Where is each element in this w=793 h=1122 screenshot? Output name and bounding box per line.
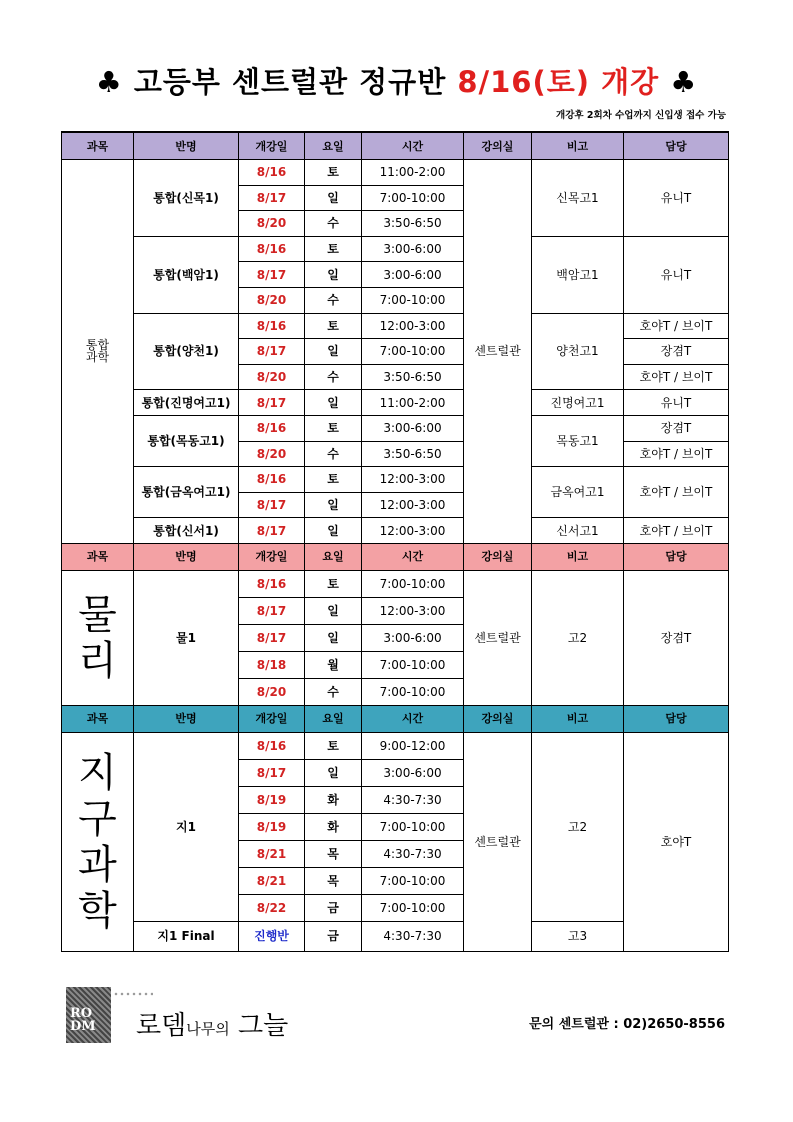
table-row [62,313,729,339]
start-date: 8/20 [239,364,305,390]
weekday: 수 [305,441,362,467]
grade-note: 고3 [532,921,624,951]
academy-logo [66,987,326,1047]
class-time: 4:30-7:30 [362,786,464,813]
grade-note: 고2 [532,570,624,705]
class-time: 3:00-6:00 [362,759,464,786]
header-subject: 과목 [62,543,134,570]
header-start-date: 개강일 [239,705,305,732]
classroom: 센트럴관 [464,570,532,705]
weekday: 금 [305,921,362,951]
start-date: 8/16 [239,160,305,186]
weekday: 목 [305,867,362,894]
class-name: 통합(양천1) [134,313,239,390]
contact-info: 문의 센트럴관 : 02)2650-8556 [529,1017,725,1032]
instructor: 호야T / 브이T [624,467,729,518]
logo-dots [113,991,153,997]
class-name: 통합(신목1) [134,160,239,237]
header-class: 반명 [134,132,239,160]
start-date: 8/17 [239,518,305,544]
start-date: 8/17 [239,262,305,288]
instructor: 장겸T [624,415,729,441]
weekday: 토 [305,570,362,597]
class-time: 3:00-6:00 [362,624,464,651]
class-time: 12:00-3:00 [362,467,464,493]
class-time: 3:00-6:00 [362,415,464,441]
weekday: 화 [305,786,362,813]
start-date: 8/21 [239,867,305,894]
start-date: 8/20 [239,211,305,237]
logo-mark: RO DM [66,987,111,1043]
weekday: 토 [305,467,362,493]
header-time: 시간 [362,132,464,160]
classroom: 센트럴관 [464,732,532,951]
weekday: 월 [305,651,362,678]
weekday: 화 [305,813,362,840]
class-time: 4:30-7:30 [362,921,464,951]
class-time: 4:30-7:30 [362,840,464,867]
weekday: 수 [305,678,362,705]
header-room: 강의실 [464,705,532,732]
start-date: 진행반 [239,921,305,951]
science-header-row [62,132,729,160]
weekday: 일 [305,518,362,544]
class-time: 7:00-10:00 [362,287,464,313]
start-date: 8/17 [239,759,305,786]
weekday: 토 [305,160,362,186]
start-date: 8/17 [239,390,305,416]
start-date: 8/16 [239,313,305,339]
class-time: 7:00-10:00 [362,894,464,921]
weekday: 토 [305,313,362,339]
class-time: 12:00-3:00 [362,597,464,624]
logo-name: 로뎀나무의 그늘 [136,1011,289,1041]
weekday: 일 [305,759,362,786]
class-time: 7:00-10:00 [362,570,464,597]
start-date: 8/17 [239,339,305,365]
start-date: 8/17 [239,185,305,211]
weekday: 일 [305,492,362,518]
start-date: 8/21 [239,840,305,867]
school-note: 백암고1 [532,236,624,313]
weekday: 일 [305,185,362,211]
physics-header-row [62,543,729,570]
class-time: 3:00-6:00 [362,262,464,288]
classroom: 센트럴관 [464,160,532,544]
start-date: 8/19 [239,786,305,813]
weekday: 수 [305,287,362,313]
start-date: 8/17 [239,492,305,518]
subject-physics: 물 리 [62,570,134,705]
instructor: 호야T / 브이T [624,441,729,467]
start-date: 8/20 [239,287,305,313]
subject-earth-science: 지 구 과 학 [62,732,134,951]
weekday: 금 [305,894,362,921]
weekday: 목 [305,840,362,867]
header-day: 요일 [305,132,362,160]
class-name: 통합(진명여고1) [134,390,239,416]
schedule-table [61,131,729,952]
start-date: 8/16 [239,732,305,759]
weekday: 토 [305,415,362,441]
class-time: 7:00-10:00 [362,867,464,894]
start-date: 8/17 [239,597,305,624]
title-prefix: ♣ 고등부 센트럴관 정규반 [95,65,447,99]
class-time: 9:00-12:00 [362,732,464,759]
instructor: 유니T [624,236,729,313]
header-note: 비고 [532,543,624,570]
school-note: 양천고1 [532,313,624,390]
weekday: 일 [305,624,362,651]
header-note: 비고 [532,705,624,732]
grade-note: 고2 [532,732,624,921]
instructor: 호야T / 브이T [624,364,729,390]
instructor: 유니T [624,160,729,237]
class-name: 지1 [134,732,239,921]
instructor: 호야T / 브이T [624,313,729,339]
class-name: 통합(목동고1) [134,415,239,466]
header-day: 요일 [305,705,362,732]
weekday: 일 [305,597,362,624]
header-start-date: 개강일 [239,132,305,160]
class-name: 통합(신서1) [134,518,239,544]
earth-science-header-row [62,705,729,732]
class-name: 통합(금옥여고1) [134,467,239,518]
school-note: 금옥여고1 [532,467,624,518]
page-title [0,60,793,101]
class-time: 7:00-10:00 [362,339,464,365]
class-name: 통합(백암1) [134,236,239,313]
school-note: 신서고1 [532,518,624,544]
school-note: 목동고1 [532,415,624,466]
class-time: 12:00-3:00 [362,492,464,518]
start-date: 8/20 [239,678,305,705]
header-room: 강의실 [464,543,532,570]
weekday: 일 [305,262,362,288]
start-date: 8/22 [239,894,305,921]
school-note: 진명여고1 [532,390,624,416]
weekday: 일 [305,390,362,416]
header-subject: 과목 [62,132,134,160]
header-staff: 담당 [624,705,729,732]
subject-integrated-science: 통합 과학 [62,160,134,544]
class-time: 3:50-6:50 [362,211,464,237]
weekday: 수 [305,211,362,237]
table-row [62,732,729,759]
class-time: 3:50-6:50 [362,364,464,390]
start-date: 8/19 [239,813,305,840]
start-date: 8/18 [239,651,305,678]
table-row [62,390,729,416]
class-name: 물1 [134,570,239,705]
table-row [62,415,729,441]
weekday: 토 [305,236,362,262]
header-time: 시간 [362,543,464,570]
weekday: 일 [305,339,362,365]
header-day: 요일 [305,543,362,570]
start-date: 8/20 [239,441,305,467]
header-time: 시간 [362,705,464,732]
instructor: 장겸T [624,339,729,365]
weekday: 토 [305,732,362,759]
title-highlight: 8/16(토) 개강 [457,65,660,99]
class-time: 3:50-6:50 [362,441,464,467]
class-time: 12:00-3:00 [362,313,464,339]
table-row [62,236,729,262]
header-start-date: 개강일 [239,543,305,570]
instructor: 장겸T [624,570,729,705]
table-row [62,570,729,597]
title-suffix: ♣ [670,65,698,99]
class-time: 7:00-10:00 [362,813,464,840]
class-time: 11:00-2:00 [362,390,464,416]
header-room: 강의실 [464,132,532,160]
class-time: 11:00-2:00 [362,160,464,186]
header-subject: 과목 [62,705,134,732]
table-row [62,160,729,186]
header-class: 반명 [134,543,239,570]
table-row [62,467,729,493]
school-note: 신목고1 [532,160,624,237]
header-staff: 담당 [624,543,729,570]
class-time: 3:00-6:00 [362,236,464,262]
header-staff: 담당 [624,132,729,160]
instructor: 호야T [624,732,729,951]
class-time: 12:00-3:00 [362,518,464,544]
header-note: 비고 [532,132,624,160]
class-time: 7:00-10:00 [362,185,464,211]
start-date: 8/16 [239,415,305,441]
start-date: 8/16 [239,570,305,597]
start-date: 8/16 [239,467,305,493]
start-date: 8/16 [239,236,305,262]
class-time: 7:00-10:00 [362,651,464,678]
weekday: 수 [305,364,362,390]
header-class: 반명 [134,705,239,732]
start-date: 8/17 [239,624,305,651]
class-time: 7:00-10:00 [362,678,464,705]
enrollment-notice: 개강후 2회차 수업까지 신입생 접수 가능 [556,110,726,121]
table-row [62,518,729,544]
class-name: 지1 Final [134,921,239,951]
instructor: 호야T / 브이T [624,518,729,544]
instructor: 유니T [624,390,729,416]
